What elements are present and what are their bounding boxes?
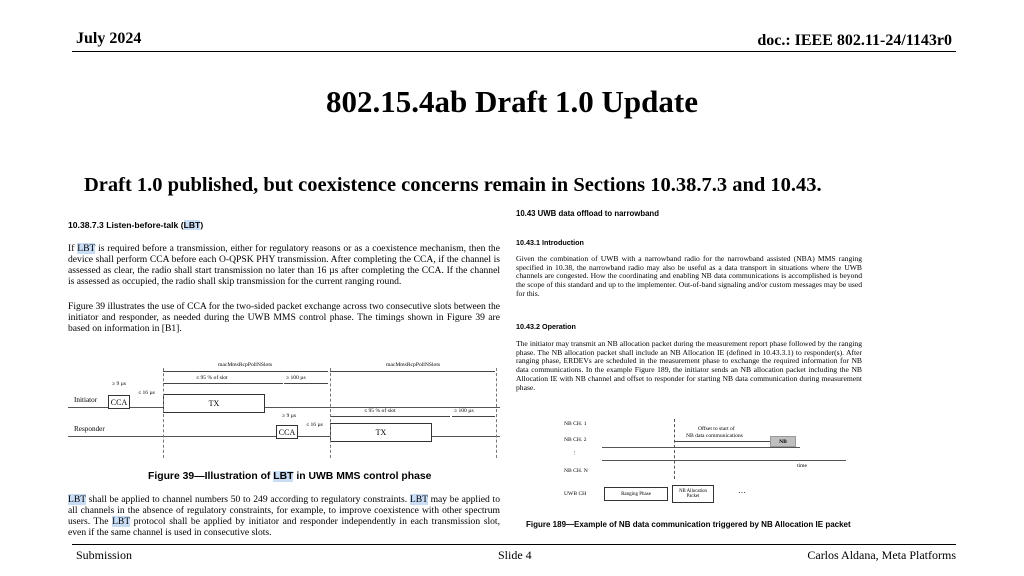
uwb-ch-label: UWB CH — [564, 491, 587, 497]
footer-slide-number: Slide 4 — [498, 548, 532, 562]
ge100-label-2: ≥ 100 µs — [454, 408, 474, 414]
nb-introduction-paragraph: Given the combination of UWB with a narrowband radio for the narrowband assisted (NBA) MMS ranging specified in 10.38, the narrowband radio may also be useful as a data transport in situations where the UWB channels are congested. How the coordinating and enabling NB data communications is accomplished is beyond the scope of this standard and up to the implementer. Out-of-band signaling and/or custom messages may be used for this. — [516, 254, 862, 298]
header-doc-id: doc.: IEEE 802.11-24/1143r0 — [757, 32, 952, 49]
slot-arrow-1 — [163, 371, 328, 372]
nb-block: NB — [770, 436, 796, 447]
nb-operation-paragraph: The initiator may transmit an NB allocation packet during the measurement report phase followed by the ranging phase. The NB allocation packet shall include an NB Allocation IE (defined in 10.43.3.1) to responder(s). After ranging phase, ERDEVs are scheduled in the measurement phase to exchange the required information for NB data communications. In the example Figure 189, the initiator sends an NB allocation packet including the NB Allocation IE with NB channel and offset to responder for starting NB data communication during measurement phase. — [516, 339, 862, 392]
lbt-p3-text-a: shall be applied to channel numbers 50 to 249 according to regulatory constraints. — [85, 494, 410, 505]
lbt-p1-highlight: LBT — [77, 243, 96, 254]
slot-label-2: macMmsRcpPollNSlots — [386, 362, 441, 368]
measurement-marker — [674, 419, 675, 479]
responder-label: Responder — [74, 425, 105, 433]
slot-divider-2 — [330, 368, 331, 458]
le16-label-1: ≤ 16 µs — [138, 390, 155, 396]
nb-ch1-label: NB CH. 1 — [564, 421, 587, 427]
nb-chn-label: NB CH. N — [564, 468, 588, 474]
lbt-p1-text: is required before a transmission, either for regulatory reasons or as a coexistence mechanism, then the device shall perform CCA before each O-QPSK PHY transmission. After completing the CCA, if the channel is assessed as clear, the radio shall start transmission no later than 16 µs after completing the CCA. If the channel is assessed as occupied, the radio shall skip transmission for the current ranging round. — [68, 243, 500, 287]
footer-divider — [72, 544, 956, 545]
ge9-label-1: ≥ 9 µs — [112, 381, 127, 387]
le95-arrow-2 — [330, 416, 450, 417]
left-excerpt — [68, 218, 500, 544]
slot-arrow-2 — [330, 371, 495, 372]
initiator-line — [68, 407, 500, 408]
le95-label-2: ≤ 95 % of slot — [364, 408, 396, 414]
lbt-p3-text-b: may be applied to all channels in the absence of regulatory constraints, for example, to improve coexistence with other spectrum users. The — [68, 494, 500, 527]
time-label: time — [797, 463, 807, 469]
slide-subtitle: Draft 1.0 published, but coexistence concerns remain in Sections 10.38.7.3 and 10.43. — [84, 174, 822, 196]
slide-title: 802.15.4ab Draft 1.0 Update — [326, 84, 698, 119]
right-excerpt — [516, 207, 862, 533]
figure-39-caption — [148, 471, 431, 482]
lbt-p3-highlight-2: LBT — [409, 494, 428, 505]
lbt-paragraph-3 — [68, 495, 500, 539]
figure-39-caption-prefix: Figure 39—Illustration of — [148, 471, 274, 482]
le95-label-1: ≤ 95 % of slot — [196, 375, 228, 381]
tx-box-responder: TX — [330, 423, 432, 442]
figure-39-caption-suffix: in UWB MMS control phase — [293, 471, 432, 482]
lbt-heading-text: 10.38.7.3 Listen-before-talk ( — [68, 220, 184, 230]
uwb-ellipsis: … — [738, 486, 746, 495]
header-divider — [72, 51, 956, 52]
footer-author: Carlos Aldana, Meta Platforms — [807, 548, 956, 562]
ge100-arrow-2 — [452, 416, 495, 417]
ge100-label-1: ≥ 100 µs — [286, 375, 306, 381]
nb-introduction-heading: 10.43.1 Introduction — [516, 238, 584, 247]
nb-operation-heading: 10.43.2 Operation — [516, 322, 576, 331]
le16-label-2: ≤ 16 µs — [306, 422, 323, 428]
slot-label-1: macMmsRcpPollNSlots — [218, 362, 273, 368]
lbt-p3-highlight-3: LBT — [112, 515, 131, 527]
nb-ch2-line — [602, 447, 800, 448]
le95-arrow-1 — [163, 383, 283, 384]
tx-box-initiator: TX — [163, 394, 265, 413]
lbt-paragraph-2: Figure 39 illustrates the use of CCA for the two-sided packet exchange across two consecutive slots between the initiator and responder, as needed during the UWB MMS control phase. The timings shown in Figure 39 are based on information in [B1]. — [68, 301, 500, 334]
lbt-section-heading — [68, 220, 203, 230]
lbt-heading-highlight: LBT — [183, 220, 201, 230]
header-date: July 2024 — [76, 30, 142, 47]
slot-divider-1 — [163, 368, 164, 458]
offset-arrow — [674, 441, 770, 442]
cca-box-responder: CCA — [276, 425, 298, 439]
lbt-heading-suffix: ) — [200, 220, 204, 230]
figure-39 — [68, 362, 500, 468]
offset-label: Offset to start of — [698, 426, 735, 432]
figure-39-caption-highlight: LBT — [273, 471, 294, 482]
ge9-label-2: ≥ 9 µs — [282, 413, 297, 419]
nb-data-label: NB data communications — [686, 433, 743, 439]
nb-ch2-label: NB CH. 2 — [564, 437, 587, 443]
figure-189 — [562, 417, 862, 513]
nb-dots-label: ⋮ — [572, 451, 578, 457]
lbt-p3-text-c: protocol shall be applied by initiator and responder independently in each transmission slot, even if the same channel is used in consecutive slots. — [68, 515, 500, 538]
ge100-arrow-1 — [284, 383, 328, 384]
nb-allocation-box: NB Allocation Packet — [672, 485, 714, 503]
lbt-p1-prefix: If — [68, 243, 78, 254]
time-axis — [602, 460, 846, 461]
ranging-phase-box: Ranging Phase — [604, 487, 668, 501]
cca-box-initiator: CCA — [108, 395, 130, 409]
footer-submission: Submission — [76, 548, 133, 562]
initiator-label: Initiator — [74, 396, 98, 404]
lbt-p3-highlight-1: LBT — [68, 494, 86, 505]
figure-189-caption: Figure 189—Example of NB data communication triggered by NB Allocation IE packet — [526, 520, 851, 529]
nb-offload-heading: 10.43 UWB data offload to narrowband — [516, 209, 659, 218]
slot-divider-3 — [496, 368, 497, 458]
lbt-paragraph-1 — [68, 244, 500, 288]
